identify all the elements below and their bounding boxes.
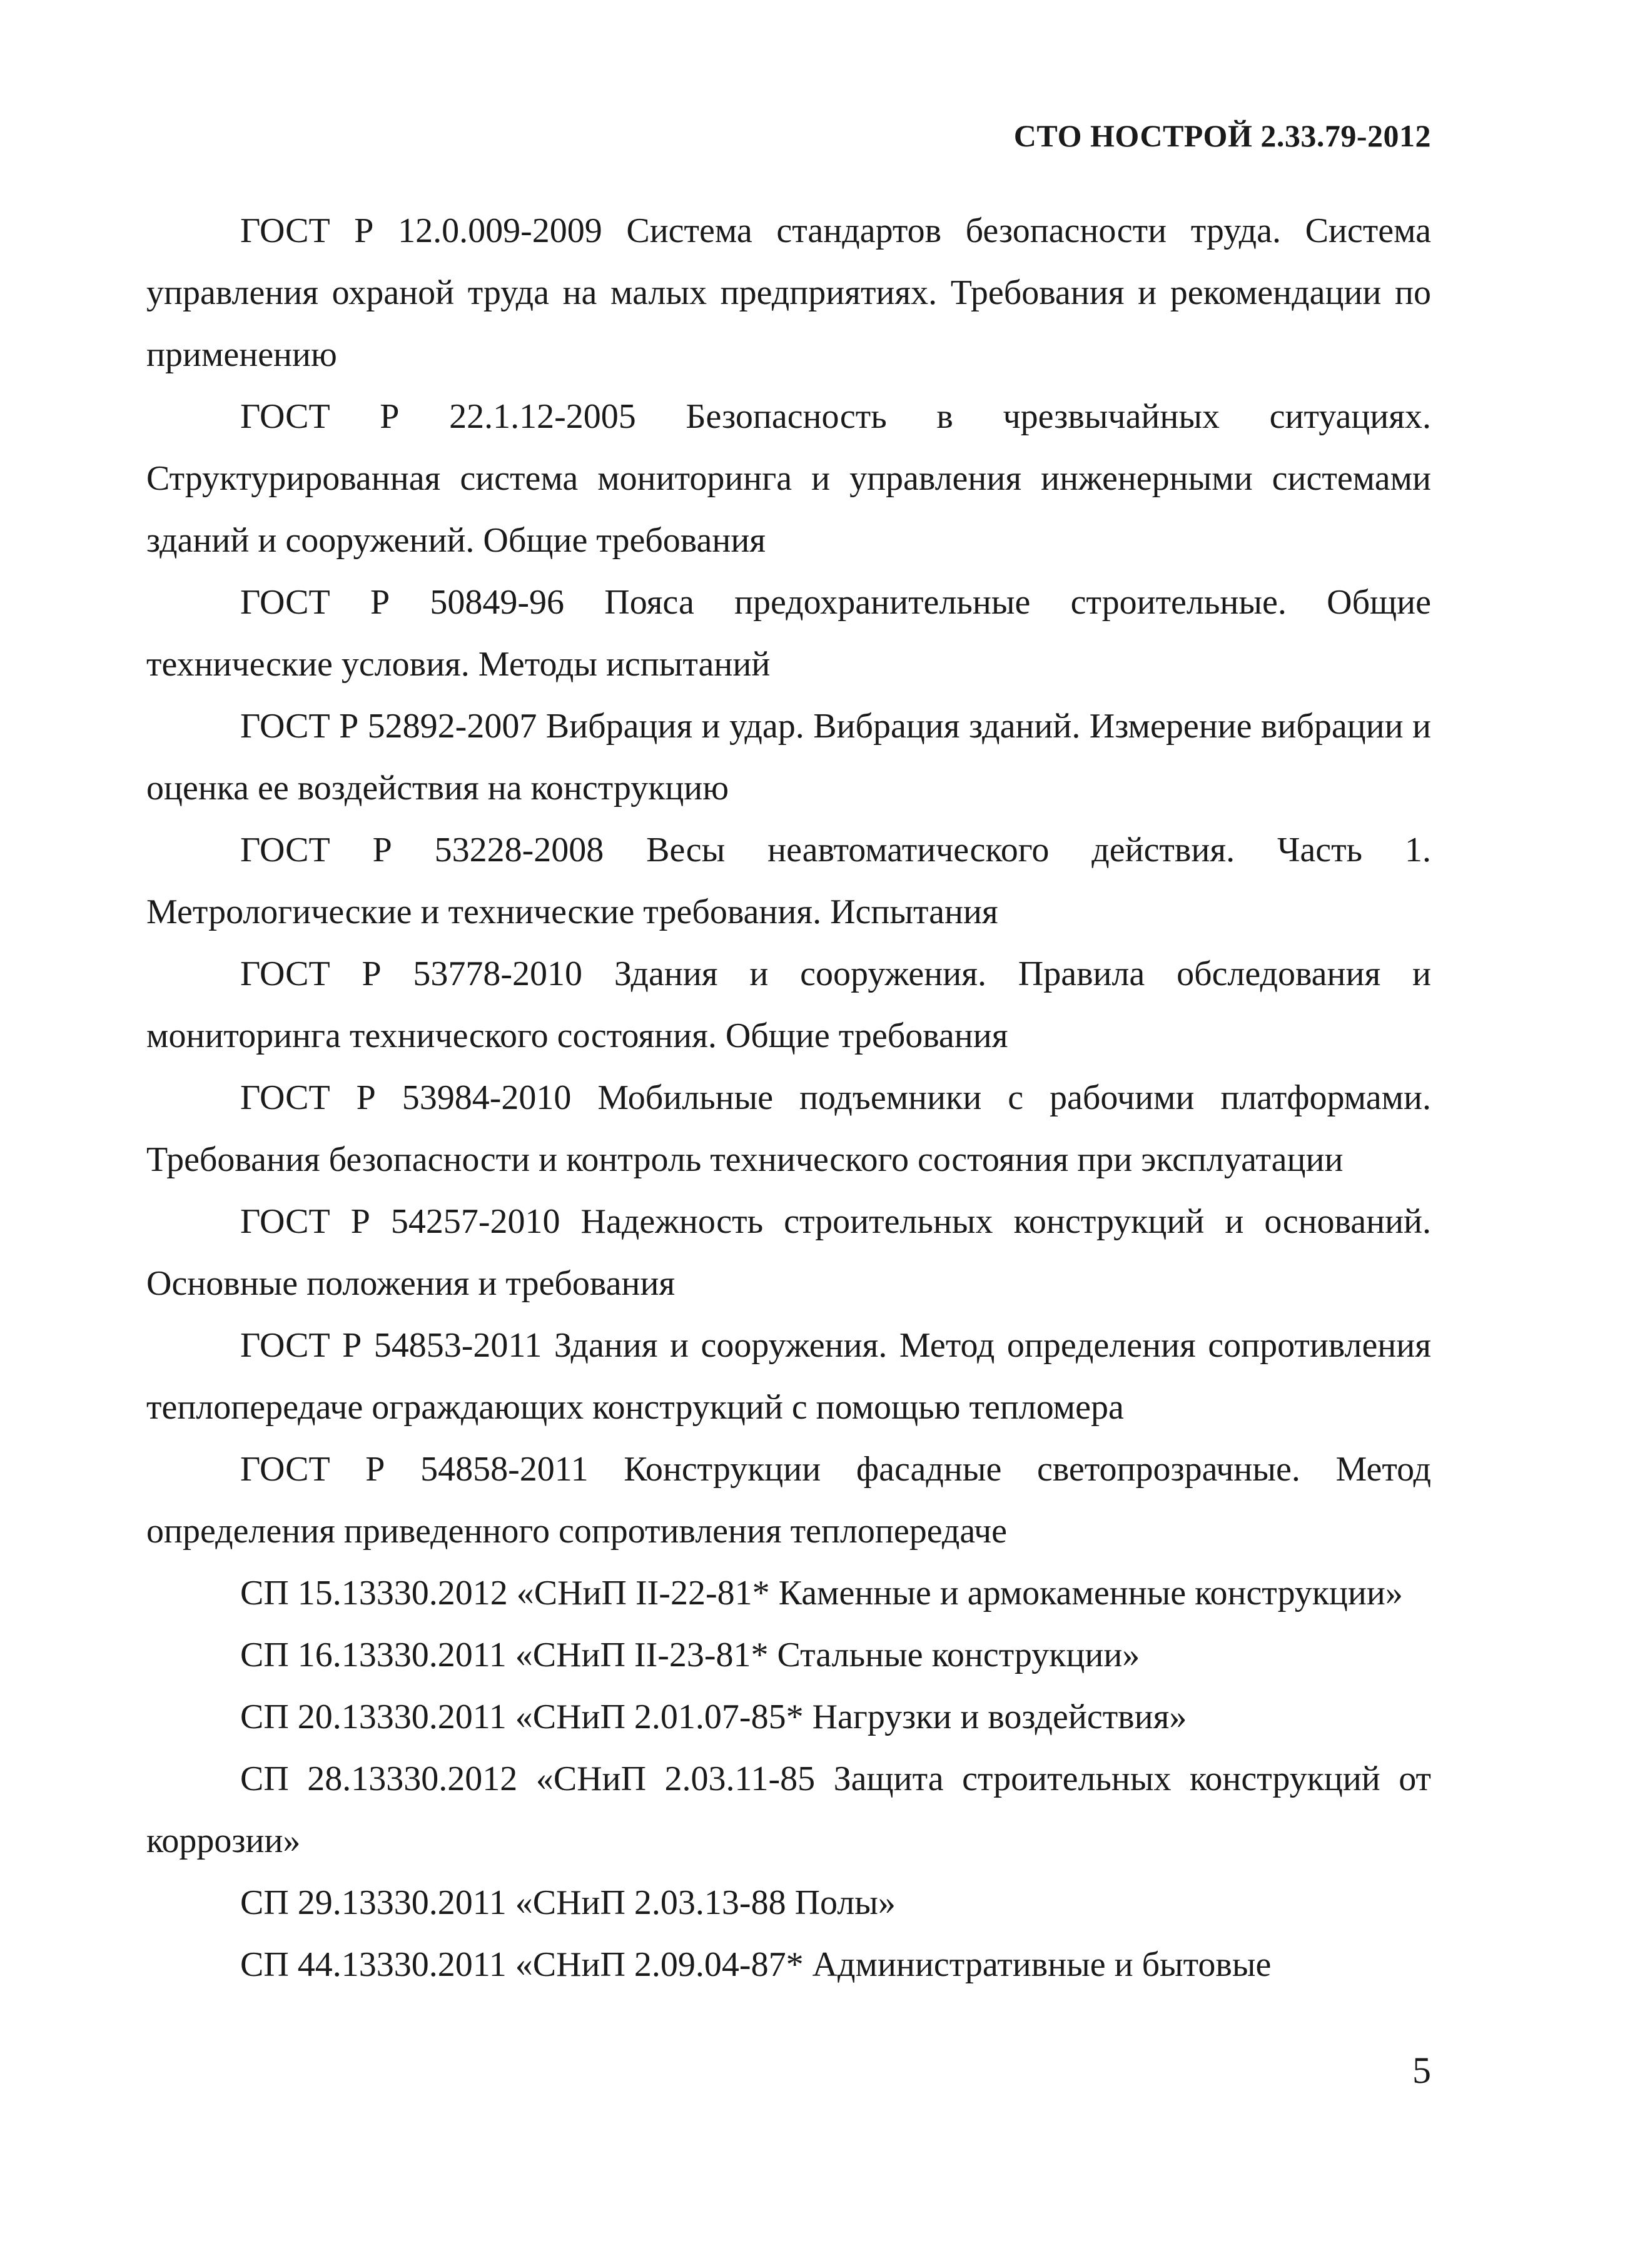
reference-entry: ГОСТ Р 54257-2010 Надежность строительных конструкций и оснований. Основные положения и требования [146, 1202, 1431, 1303]
reference-entry: СП 28.13330.2012 «СНиП 2.03.11-85 Защита строительных конструкций от коррозии» [146, 1759, 1431, 1860]
reference-entry: ГОСТ Р 53778-2010 Здания и сооружения. Правила обследования и мониторинга технического состояния. Общие требования [146, 954, 1431, 1055]
page-number: 5 [1412, 2050, 1431, 2091]
reference-entry: ГОСТ Р 54858-2011 Конструкции фасадные светопрозрачные. Метод определения приведенного сопротивления теплопередаче [146, 1450, 1431, 1551]
document-code-header: СТО НОСТРОЙ 2.33.79-2012 [1013, 118, 1431, 153]
reference-entry: ГОСТ Р 52892-2007 Вибрация и удар. Вибрация зданий. Измерение вибрации и оценка ее воздействия на конструкцию [146, 707, 1431, 807]
reference-entry: ГОСТ Р 53984-2010 Мобильные подъемники с рабочими платформами. Требования безопасности и контроль технического состояния при эксплуатации [146, 1078, 1431, 1179]
normative-references-list [146, 200, 1431, 1996]
reference-entry: СП 29.13330.2011 «СНиП 2.03.13-88 Полы» [240, 1883, 896, 1922]
reference-entry: ГОСТ Р 22.1.12-2005 Безопасность в чрезвычайных ситуациях. Структурированная система мониторинга и управления инженерными системами зданий и сооружений. Общие требования [146, 397, 1431, 560]
reference-entry: СП 44.13330.2011 «СНиП 2.09.04-87* Административные и бытовые [240, 1945, 1272, 1984]
reference-entry: СП 15.13330.2012 «СНиП II-22-81* Каменные и армокаменные конструкции» [240, 1574, 1403, 1612]
reference-entry: СП 16.13330.2011 «СНиП II-23-81* Стальные конструкции» [240, 1636, 1140, 1674]
reference-entry: ГОСТ Р 53228-2008 Весы неавтоматического действия. Часть 1. Метрологические и технические требования. Испытания [146, 831, 1431, 931]
reference-entry: ГОСТ Р 54853-2011 Здания и сооружения. Метод определения сопротивления теплопередаче ограждающих конструкций с помощью тепломера [146, 1326, 1431, 1427]
reference-entry: ГОСТ Р 12.0.009-2009 Система стандартов безопасности труда. Система управления охраной труда на малых предприятиях. Требования и рекомендации по применению [146, 211, 1431, 374]
reference-entry: ГОСТ Р 50849-96 Пояса предохранительные строительные. Общие технические условия. Методы испытаний [146, 583, 1431, 684]
reference-entry: СП 20.13330.2011 «СНиП 2.01.07-85* Нагрузки и воздействия» [240, 1698, 1187, 1736]
